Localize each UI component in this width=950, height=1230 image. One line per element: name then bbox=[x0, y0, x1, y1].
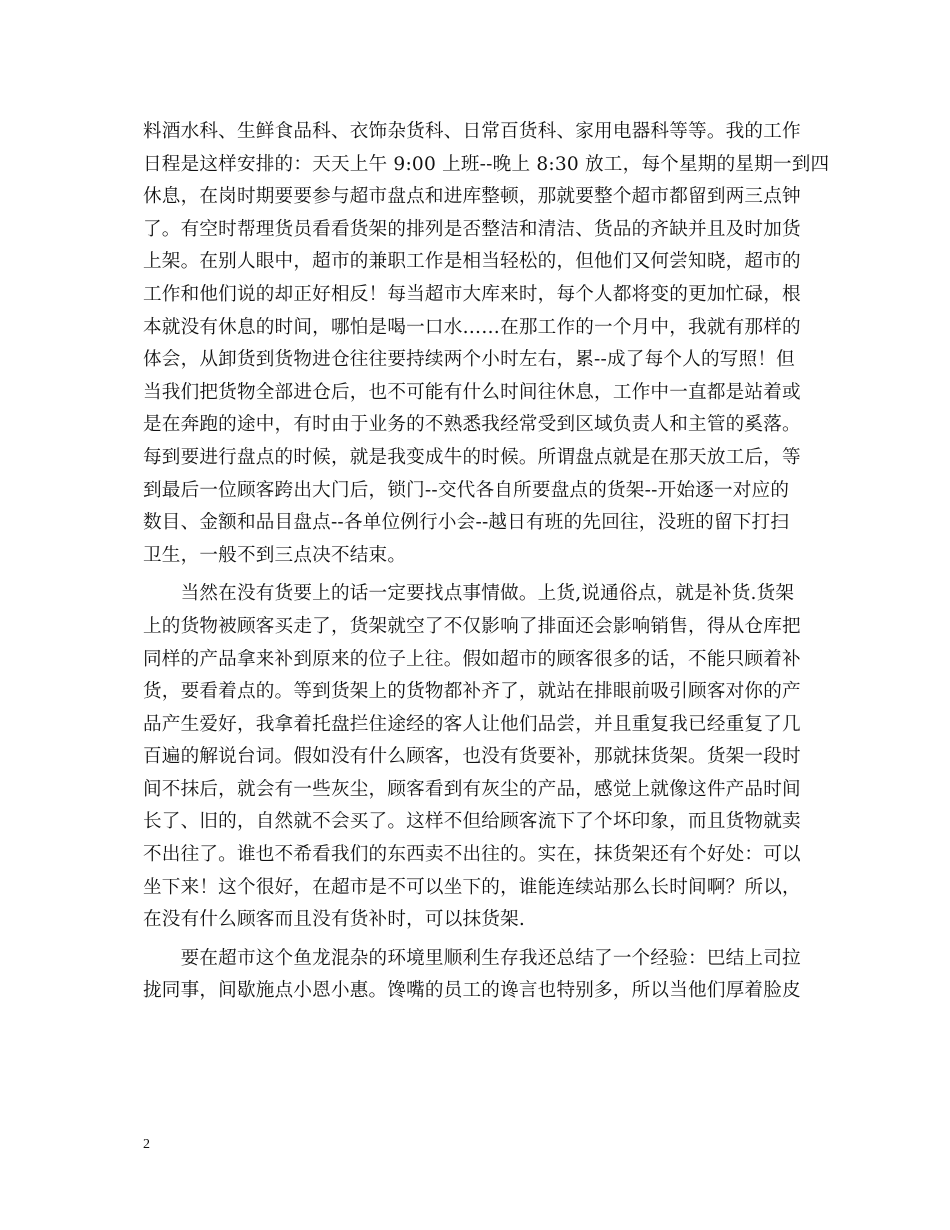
text-line: 百遍的解说台词。假如没有什么顾客，也没有货要补，那就抹货架。货架一段时 bbox=[143, 746, 801, 768]
text-line: 休息，在岗时期要要参与超市盘点和进库整顿，那就要整个超市都留到两三点钟 bbox=[143, 186, 801, 208]
text-line: 本就没有休息的时间，哪怕是喝一口水……在那工作的一个月中，我就有那样的 bbox=[143, 316, 801, 338]
text-line: 不出往了。谁也不希看我们的东西卖不出往的。实在，抹货架还有个好处：可以 bbox=[143, 844, 801, 866]
text-line: 体会，从卸货到货物进仓往往要持续两个小时左右，累--成了每个人的写照！但 bbox=[143, 349, 795, 371]
text-line: 间不抹后，就会有一些灰尘，顾客看到有灰尘的产品，感觉上就像这件产品时间 bbox=[143, 778, 801, 800]
text-line: 在没有什么顾客而且没有货补时，可以抹货架. bbox=[143, 909, 525, 931]
text-line: 数目、金额和品目盘点--各单位例行小会--越日有班的先回往，没班的留下打扫 bbox=[143, 512, 790, 534]
text-line: 日程是这样安排的：天天上午 9:00 上班--晚上 8:30 放工，每个星期的星期一到四 bbox=[143, 153, 830, 175]
text-line: 上的货物被顾客买走了，货架就空了不仅影响了排面还会影响销售，得从仓库把 bbox=[143, 615, 801, 637]
text-line: 同样的产品拿来补到原来的位子上往。假如超市的顾客很多的话，不能只顾着补 bbox=[143, 648, 801, 670]
paragraph-3 bbox=[143, 943, 815, 1008]
text-line: 货，要看着点的。等到货架上的货物都补齐了，就站在排眼前吸引顾客对你的产 bbox=[143, 681, 801, 703]
text-line: 拢同事，间歇施点小恩小惠。馋嘴的员工的谗言也特别多，所以当他们厚着脸皮 bbox=[143, 980, 801, 1002]
text-line: 每到要进行盘点的时候，就是我变成牛的时候。所谓盘点就是在那天放工后，等 bbox=[143, 446, 801, 468]
text-line: 坐下来！这个很好，在超市是不可以坐下的，谁能连续站那么长时间啊？所以， bbox=[143, 876, 801, 898]
page-number: 2 bbox=[143, 1137, 150, 1152]
text-line: 当我们把货物全部进仓后，也不可能有什么时间往休息，工作中一直都是站着或 bbox=[143, 381, 801, 403]
text-line: 长了、旧的，自然就不会买了。这样不但给顾客流下了个坏印象，而且货物就卖 bbox=[143, 811, 801, 833]
document-body bbox=[143, 116, 830, 1008]
paragraph-2 bbox=[143, 578, 815, 937]
text-line: 卫生，一般不到三点决不结束。 bbox=[143, 544, 407, 566]
text-line: 品产生爱好，我拿着托盘拦住途经的客人让他们品尝，并且重复我已经重复了几 bbox=[143, 713, 801, 735]
text-line: 上架。在别人眼中，超市的兼职工作是相当轻松的，但他们又何尝知晓，超市的 bbox=[143, 251, 801, 273]
text-line: 料酒水科、生鲜食品科、衣饰杂货科、日常百货科、家用电器科等等。我的工作 bbox=[143, 121, 801, 142]
text-line: 了。有空时帮理货员看看货架的排列是否整洁和清洁、货品的齐缺并且及时加货 bbox=[143, 218, 801, 240]
text-line: 当然在没有货要上的话一定要找点事情做。上货,说通俗点，就是补货.货架 bbox=[143, 583, 795, 605]
text-line: 到最后一位顾客跨出大门后，锁门--交代各自所要盘点的货架--开始逐一对应的 bbox=[143, 479, 790, 501]
paragraph-1 bbox=[143, 116, 830, 572]
text-line: 要在超市这个鱼龙混杂的环境里顺利生存我还总结了一个经验：巴结上司拉 bbox=[143, 947, 801, 969]
text-line: 工作和他们说的却正好相反！每当超市大库来时，每个人都将变的更加忙碌，根 bbox=[143, 283, 801, 305]
text-line: 是在奔跑的途中，有时由于业务的不熟悉我经常受到区域负责人和主管的奚落。 bbox=[143, 414, 801, 436]
